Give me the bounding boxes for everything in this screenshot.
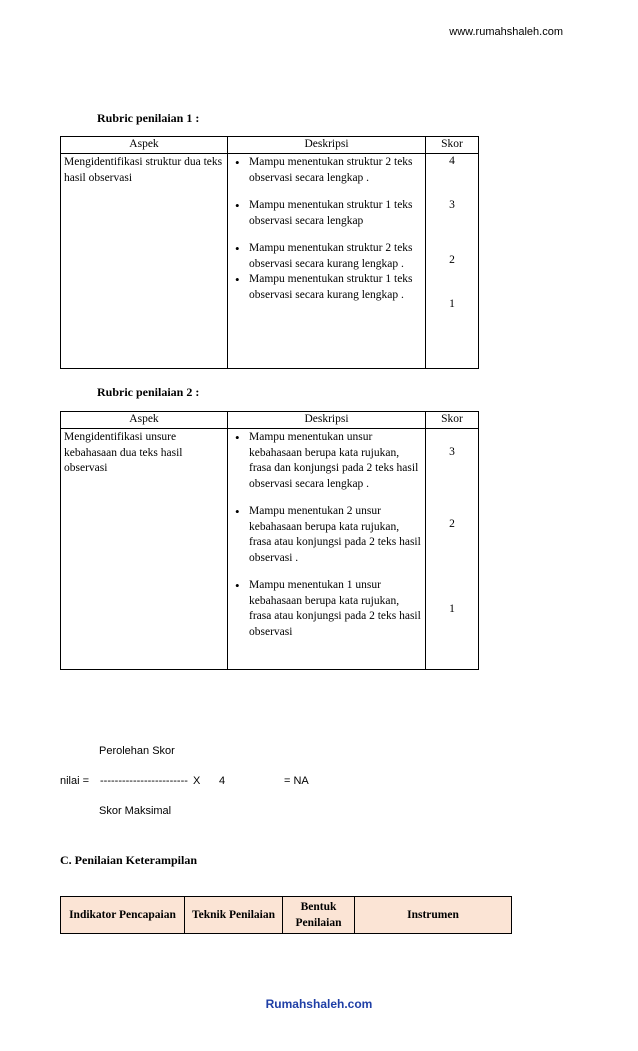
rubric1-score: 4 <box>449 155 455 167</box>
rubric1-skor <box>426 154 479 369</box>
rubric1-item: • Mampu menentukan struktur 1 teks observasi secara lengkap <box>249 198 422 229</box>
rubric2-header-aspek: Aspek <box>61 412 228 429</box>
rubric1-item: • Mampu menentukan struktur 1 teks observasi secara kurang lengkap . <box>249 272 422 303</box>
rubric1-deskripsi <box>228 154 426 369</box>
rubric2-item: • Mampu menentukan 2 unsur kebahasaan berupa kata rujukan, frasa atau konjungsi pada 2 teks hasil observasi . <box>249 504 422 566</box>
formula-numerator: Perolehan Skor <box>99 745 175 757</box>
rubric2-title: Rubric penilaian 2 : <box>97 385 200 399</box>
footer-link[interactable]: Rumahshaleh.com <box>265 997 373 1011</box>
rubric1-row <box>61 154 479 369</box>
rubric1-header-row <box>61 137 479 154</box>
header-url: www.rumahshaleh.com <box>449 26 563 38</box>
rubric2-aspek: Mengidentifikasi unsure kebahasaan dua teks hasil observasi <box>61 429 228 670</box>
rubric2-item: • Mampu menentukan unsur kebahasaan berupa kata rujukan, frasa dan konjungsi pada 2 teks hasil observasi secara lengkap . <box>249 430 422 492</box>
rubric1-table <box>60 136 479 369</box>
rubric2-score: 3 <box>449 446 455 458</box>
rubric1-item: • Mampu menentukan struktur 2 teks observasi secara lengkap . <box>249 155 422 186</box>
keterampilan-header-row <box>61 897 512 934</box>
rubric1-header-skor: Skor <box>426 137 479 154</box>
rubric2-score: 1 <box>449 603 455 615</box>
rubric2-item: • Mampu menentukan 1 unsur kebahasaan berupa kata rujukan, frasa atau konjungsi pada 2 teks hasil observasi <box>249 578 422 640</box>
rubric1-title: Rubric penilaian 1 : <box>97 111 200 125</box>
rubric1-item: • Mampu menentukan struktur 2 teks observasi secara kurang lengkap . <box>249 241 422 272</box>
header-instrumen: Instrumen <box>355 897 512 934</box>
rubric1-score: 3 <box>449 199 455 211</box>
formula-factor: 4 <box>219 775 226 787</box>
formula-times: X <box>193 775 201 787</box>
rubric2-table <box>60 411 479 670</box>
rubric2-deskripsi <box>228 429 426 670</box>
rubric1-score: 1 <box>449 298 455 310</box>
header-bentuk: Bentuk Penilaian <box>283 897 355 934</box>
section-c-title: C. Penilaian Keterampilan <box>60 853 197 867</box>
formula-result: = NA <box>284 775 309 787</box>
rubric1-aspek: Mengidentifikasi struktur dua teks hasil observasi <box>61 154 228 369</box>
rubric2-header-deskripsi: Deskripsi <box>228 412 426 429</box>
rubric2-score: 2 <box>449 518 455 530</box>
formula-label: nilai = <box>60 775 90 787</box>
formula-denominator: Skor Maksimal <box>99 805 172 817</box>
rubric2-skor <box>426 429 479 670</box>
rubric1-header-aspek: Aspek <box>61 137 228 154</box>
rubric2-header-skor: Skor <box>426 412 479 429</box>
rubric1-header-deskripsi: Deskripsi <box>228 137 426 154</box>
keterampilan-table <box>60 896 512 934</box>
rubric2-row <box>61 429 479 670</box>
rubric2-header-row <box>61 412 479 429</box>
formula-line: ------------------------ <box>100 775 188 787</box>
header-indikator: Indikator Pencapaian <box>61 897 185 934</box>
header-teknik: Teknik Penilaian <box>185 897 283 934</box>
rubric1-score: 2 <box>449 254 455 266</box>
